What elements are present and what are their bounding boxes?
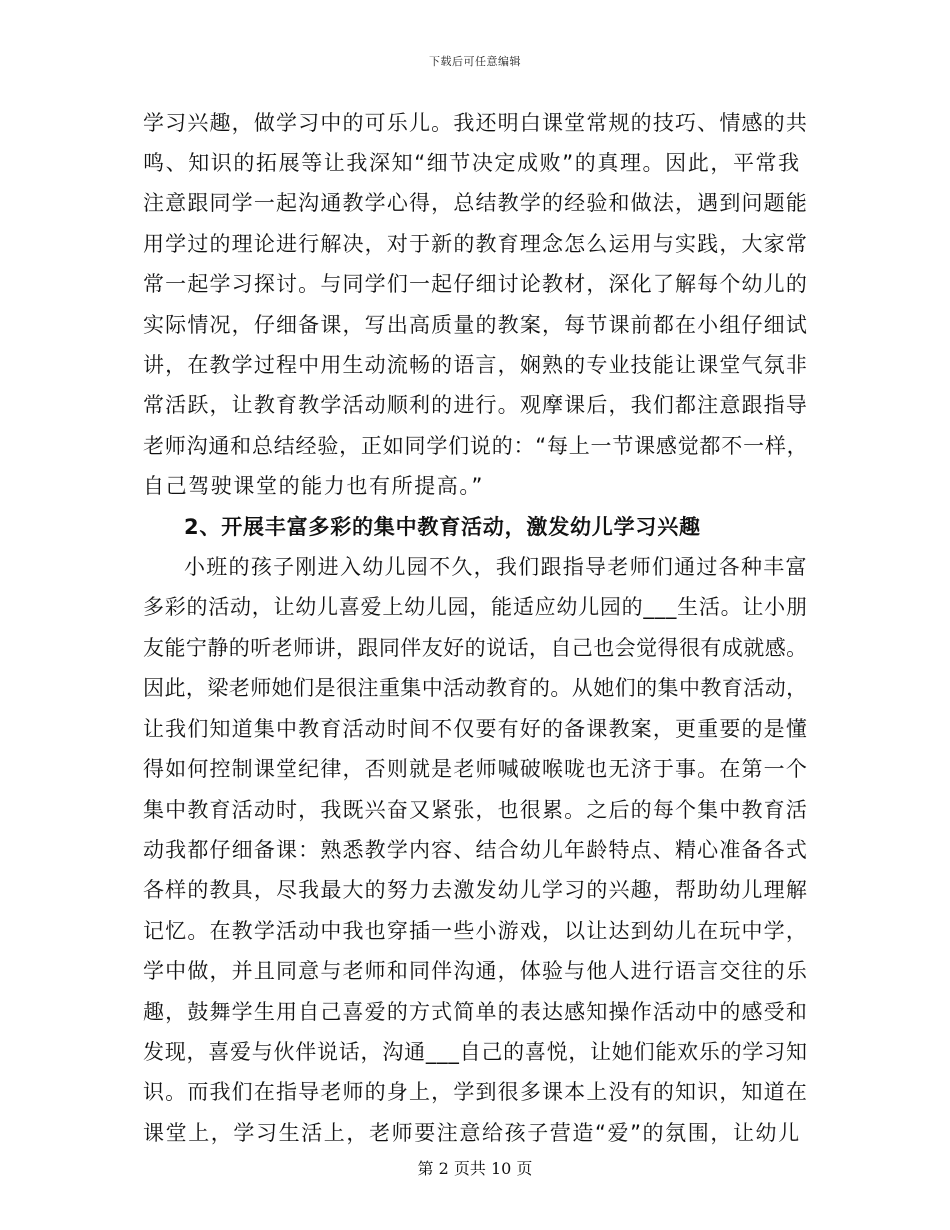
text-line: 记忆。在教学活动中我也穿插一些小游戏，以让达到幼儿在玩中学， [143,919,808,943]
page-header: 下载后可任意编辑 [429,55,521,68]
text-line: 注意跟同学一起沟通教学心得，总结教学的经验和做法，遇到问题能 [143,191,808,215]
text-line: 动我都仔细备课：熟悉教学内容、结合幼儿年龄特点、精心准备各式 [143,838,808,862]
text-line: 课堂上，学习生活上，老师要注意给孩子营造“爱”的氛围，让幼儿 [143,1121,801,1145]
text-line: 趣，鼓舞学生用自己喜爱的方式简单的表达感知操作活动中的感受和 [143,1000,808,1024]
text-line: 各样的教具，尽我最大的努力去激发幼儿学习的兴趣，帮助幼儿理解 [143,878,808,902]
text-line: 多彩的活动，让幼儿喜爱上幼儿园，能适应幼儿园的___生活。让小朋 [143,595,808,619]
paragraph-first-line: 小班的孩子刚进入幼儿园不久，我们跟指导老师们通过各种丰富 [184,555,808,579]
text-line: 友能宁静的听老师讲，跟同伴友好的说话，自己也会觉得很有成就感。 [143,636,808,660]
text-line: 因此，梁老师她们是很注重集中活动教育的。从她们的集中教育活动， [143,676,808,700]
text-line: 识。而我们在指导老师的身上，学到很多课本上没有的知识，知道在 [143,1080,808,1104]
text-line: 学习兴趣，做学习中的可乐儿。我还明白课堂常规的技巧、情感的共 [143,111,808,135]
text-line: 用学过的理论进行解决，对于新的教育理念怎么运用与实践，大家常 [143,232,808,256]
page-footer: 第 2 页共 10 页 [417,1159,533,1178]
text-line: 集中教育活动时，我既兴奋又紧张，也很累。之后的每个集中教育活 [143,798,808,822]
text-line: 常活跃，让教育教学活动顺利的进行。观摩课后，我们都注意跟指导 [143,393,808,417]
text-line: 老师沟通和总结经验，正如同学们说的：“每上一节课感觉都不一样， [143,434,809,458]
text-line: 让我们知道集中教育活动时间不仅要有好的备课教案，更重要的是懂 [143,717,808,741]
text-line: 讲，在教学过程中用生动流畅的语言，娴熟的专业技能让课堂气氛非 [143,353,808,377]
text-line: 自己驾驶课堂的能力也有所提高。” [143,474,484,498]
text-line: 鸣、知识的拓展等让我深知“细节决定成败”的真理。因此，平常我 [143,151,801,175]
text-line: 发现，喜爱与伙伴说话，沟通___自己的喜悦，让她们能欢乐的学习知 [143,1040,808,1064]
text-line: 学中做，并且同意与老师和同伴沟通，体验与他人进行语言交往的乐 [143,959,808,983]
section-heading: 2、开展丰富多彩的集中教育活动，激发幼儿学习兴趣 [184,515,701,539]
text-line: 常一起学习探讨。与同学们一起仔细讨论教材，深化了解每个幼儿的 [143,272,808,296]
text-line: 得如何控制课堂纪律，否则就是老师喊破喉咙也无济于事。在第一个 [143,757,808,781]
text-line: 实际情况，仔细备课，写出高质量的教案，每节课前都在小组仔细试 [143,313,808,337]
